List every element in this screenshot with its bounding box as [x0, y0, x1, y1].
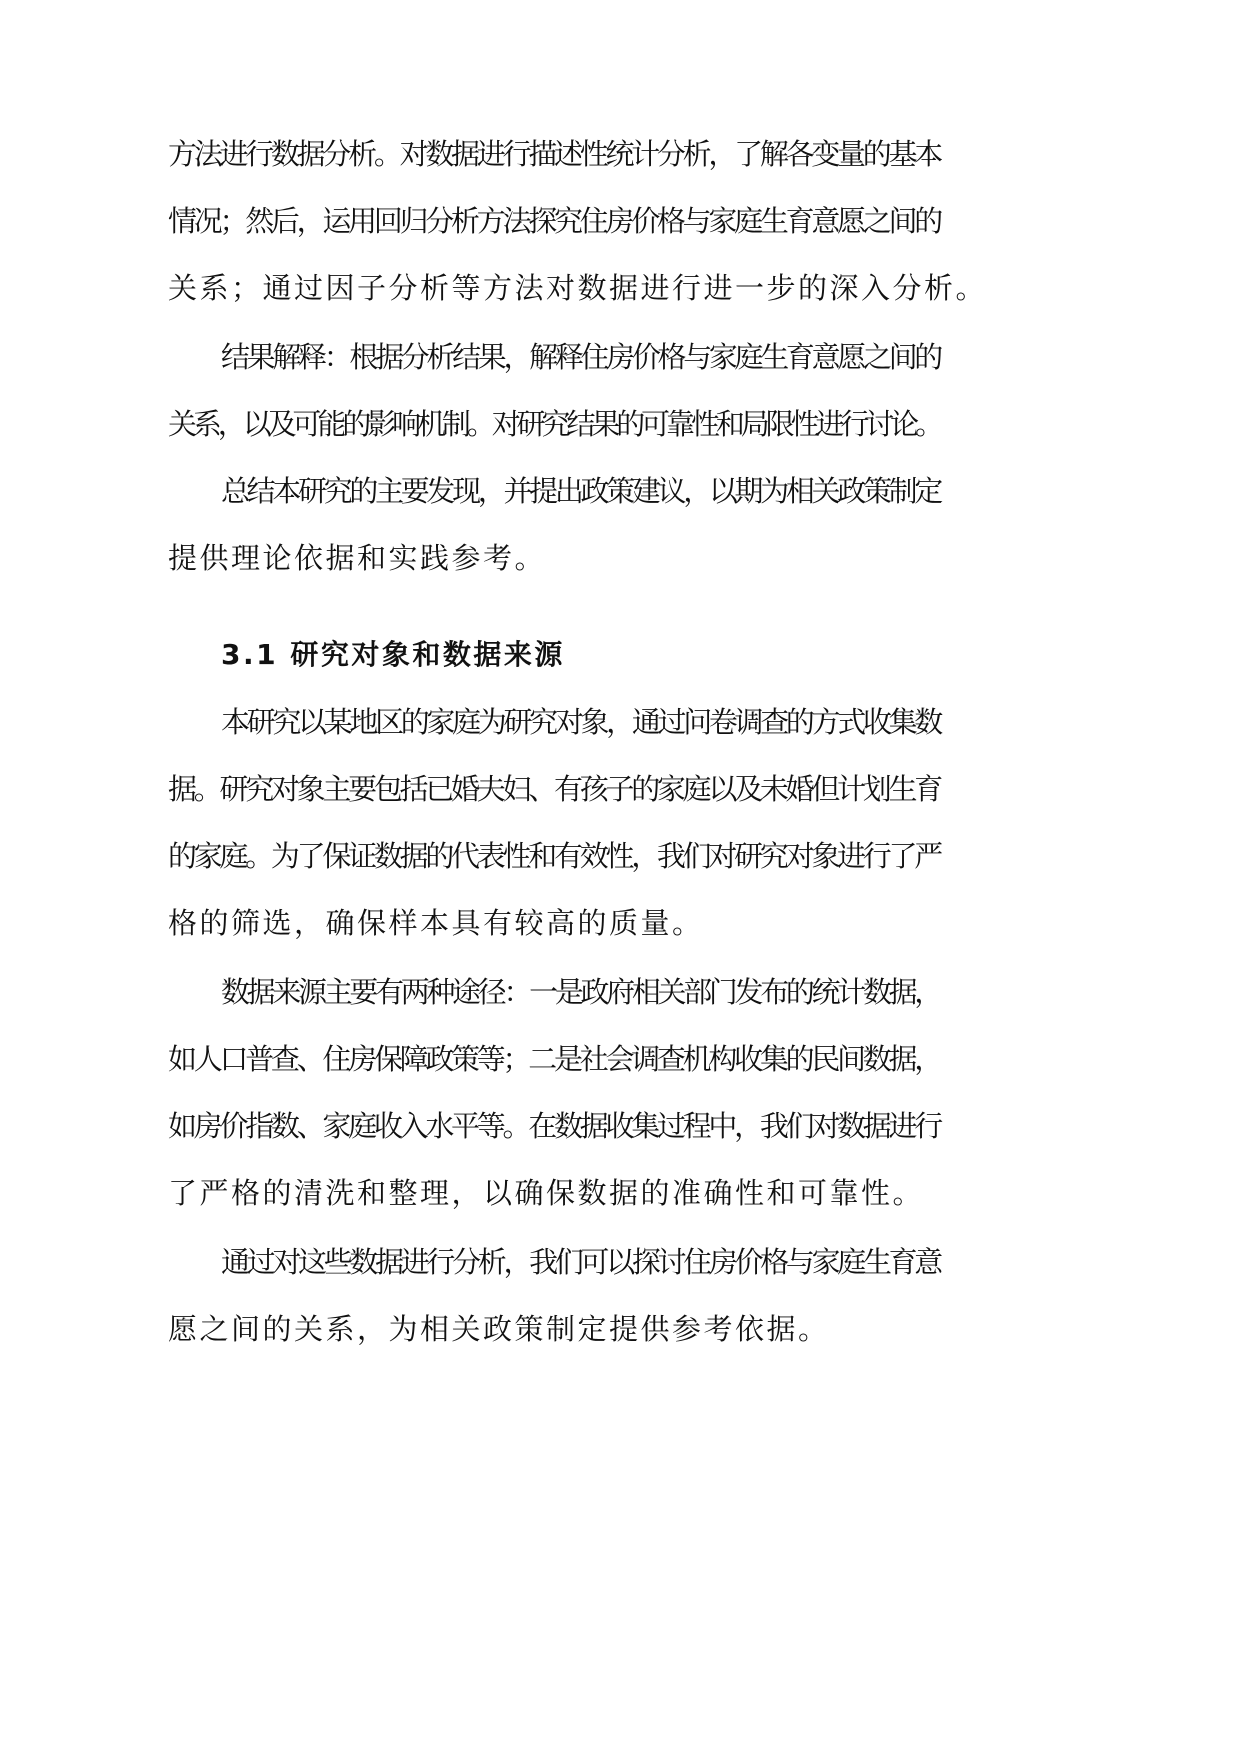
- text-line: 如人口普查、住房保障政策等；二是社会调查机构收集的民间数据，: [168, 1042, 940, 1076]
- text-line: 愿之间的关系，为相关政策制定提供参考依据。: [168, 1312, 830, 1346]
- text-line: 格的筛选，确保样本具有较高的质量。: [168, 906, 704, 940]
- paragraph-1-line-2: [0, 196, 1241, 246]
- text-line: 结果解释：根据分析结果，解释住房价格与家庭生育意愿之间的: [221, 340, 940, 374]
- section-paragraph-1-line-1: [0, 697, 1241, 747]
- section-paragraph-2-line-2: [0, 1034, 1241, 1084]
- text-line: 据。研究对象主要包括已婚夫妇、有孩子的家庭以及未婚但计划生育: [168, 772, 940, 806]
- text-line: 本研究以某地区的家庭为研究对象，通过问卷调查的方式收集数: [221, 705, 940, 739]
- text-line: 提供理论依据和实践参考。: [168, 541, 547, 575]
- paragraph-2-line-2: [0, 399, 1241, 449]
- paragraph-3-line-1: [0, 466, 1241, 516]
- section-paragraph-1-line-4: [0, 898, 1241, 948]
- section-paragraph-3-line-1: [0, 1237, 1241, 1287]
- section-paragraph-3-line-2: [0, 1304, 1241, 1354]
- section-heading: [0, 630, 1241, 680]
- text-line: 的家庭。为了保证数据的代表性和有效性，我们对研究对象进行了严: [168, 839, 940, 873]
- text-line: 方法进行数据分析。对数据进行描述性统计分析，了解各变量的基本: [168, 137, 940, 171]
- text-line: 通过对这些数据进行分析，我们可以探讨住房价格与家庭生育意: [221, 1245, 940, 1279]
- section-heading-text: 3.1 研究对象和数据来源: [221, 638, 565, 671]
- paragraph-2-line-1: [0, 332, 1241, 382]
- text-line: 情况；然后，运用回归分析方法探究住房价格与家庭生育意愿之间的: [168, 204, 940, 238]
- text-line: 关系，以及可能的影响机制。对研究结果的可靠性和局限性进行讨论。: [168, 407, 940, 441]
- paragraph-3-line-2: [0, 533, 1241, 583]
- section-paragraph-2-line-1: [0, 967, 1241, 1017]
- text-line: 了严格的清洗和整理，以确保数据的准确性和可靠性。: [168, 1176, 925, 1210]
- section-paragraph-1-line-3: [0, 831, 1241, 881]
- text-line: 关系；通过因子分析等方法对数据进行进一步的深入分析。: [168, 271, 988, 305]
- text-line: 总结本研究的主要发现，并提出政策建议，以期为相关政策制定: [221, 474, 940, 508]
- paragraph-1-line-1: [0, 129, 1241, 179]
- section-paragraph-2-line-4: [0, 1168, 1241, 1218]
- section-paragraph-2-line-3: [0, 1101, 1241, 1151]
- paragraph-1-line-3: [0, 263, 1241, 313]
- text-line: 数据来源主要有两种途径：一是政府相关部门发布的统计数据，: [221, 975, 940, 1009]
- section-paragraph-1-line-2: [0, 764, 1241, 814]
- text-line: 如房价指数、家庭收入水平等。在数据收集过程中，我们对数据进行: [168, 1109, 940, 1143]
